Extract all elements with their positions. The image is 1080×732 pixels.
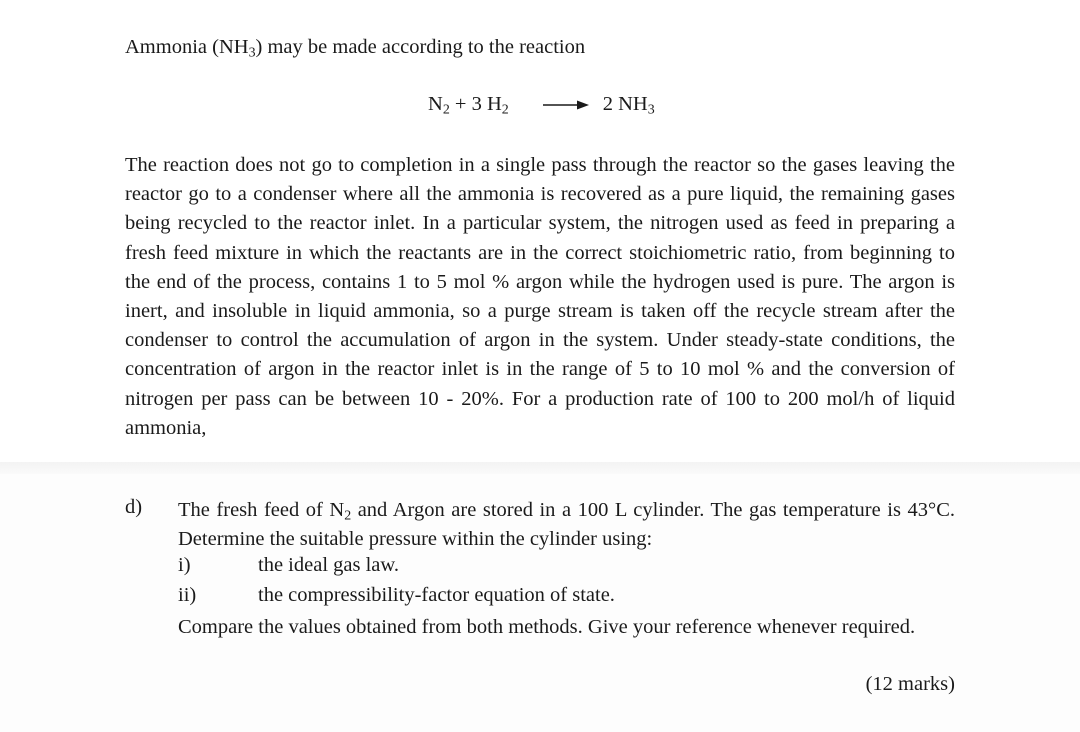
reactants: $N_2 + 3$ $H_2$ [428, 93, 509, 118]
problem-paragraph: The reaction does not go to completion in a single pass through the reactor so the gases leaving the reactor go to a condenser where all the ammonia is recovered as a pure liquid, the remaining gases being recycled to the reactor inlet. In a particular system, the nitrogen used as feed in preparing a fresh feed mixture in which the reactants are in the correct stoichiometric ratio, from beginning to the end of the process, contains 1 to 5 mol % argon while the hydrogen used is pure. The argon is inert, and insoluble in liquid ammonia, so a purge stream is taken off the recycle stream after the condenser to control the accumulation of argon in the system. Under steady-state conditions, the concentration of argon in the reactor inlet is in the range of 5 to 10 mol % and the conversion of nitrogen per pass can be between 10 - 20%. For a production rate of 100 to 200 mol/h of liquid ammonia, [125, 154, 955, 439]
question-label: d) [125, 496, 143, 518]
page-divider [0, 462, 1080, 474]
sub-question-ii [178, 584, 615, 607]
compare-instruction: Compare the values obtained from both methods. Give your reference whenever required. [178, 616, 916, 638]
sub-question-text: the ideal gas law. [258, 554, 399, 576]
intro-line: Ammonia $(NH_3)$ may be made according to the reaction [125, 36, 586, 61]
sub-question-number: ii) [178, 584, 197, 606]
reaction-arrow-icon [543, 99, 589, 111]
sub-question-i [178, 554, 399, 577]
product: 2 $NH_3$ [602, 93, 655, 118]
reaction-equation [428, 93, 655, 116]
sub-question-text: the compressibility-factor equation of state. [258, 584, 615, 606]
question-text: The fresh feed of $N_2$ and Argon are stored in a 100 L cylinder. The gas temperature is 43°C. Determine the suitable pressure within the cylinder using: [178, 499, 955, 551]
marks-label: (12 marks) [865, 673, 955, 695]
sub-question-number: i) [178, 554, 191, 576]
